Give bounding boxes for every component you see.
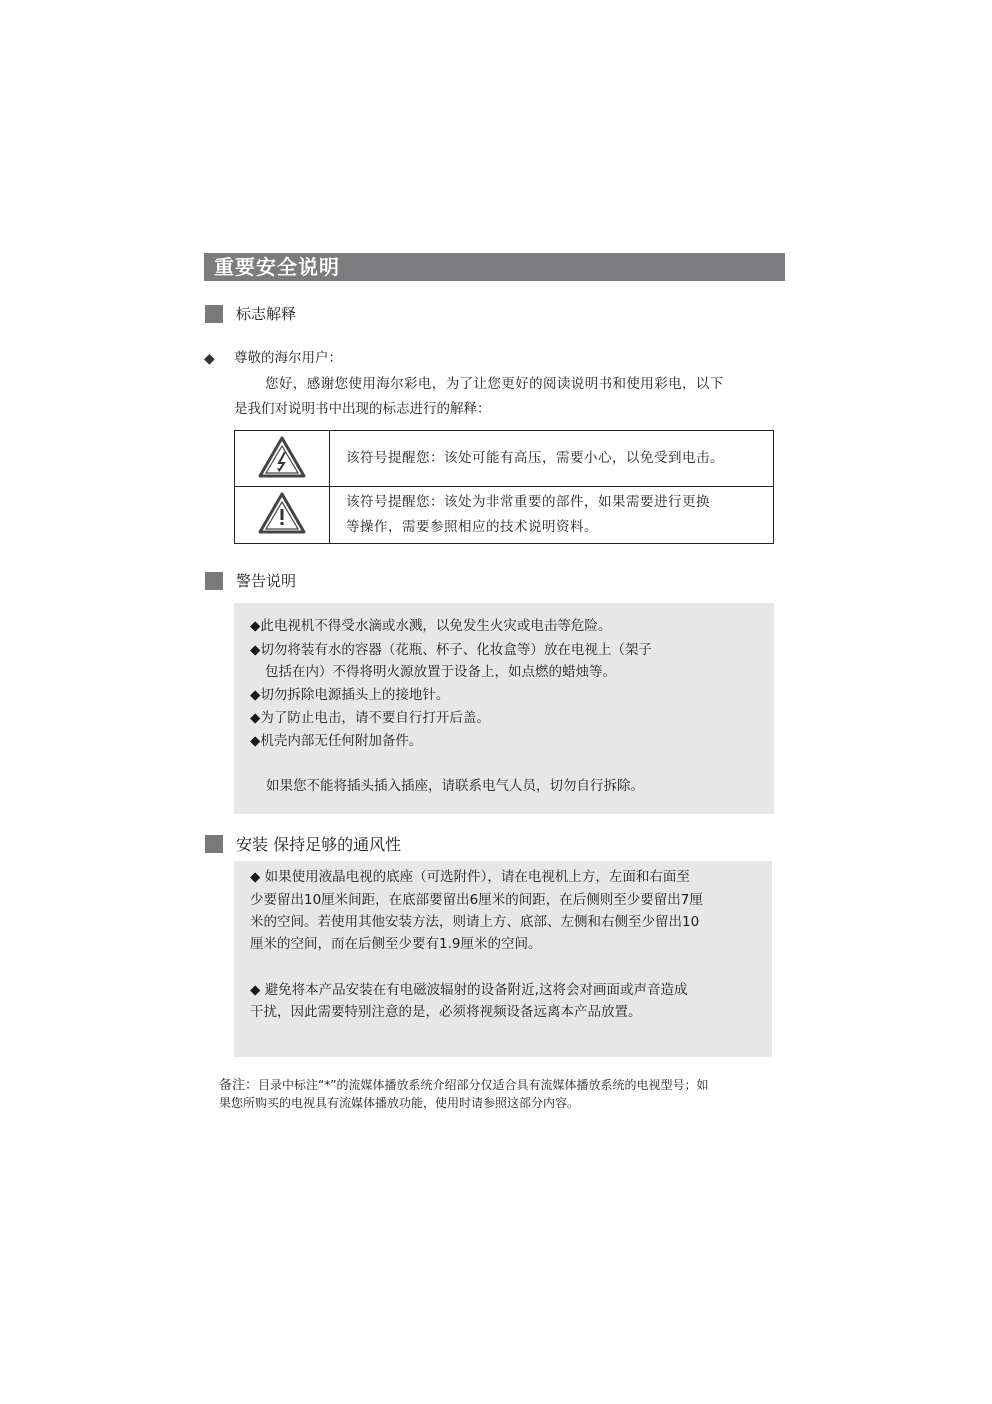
symbol-description-line: 等操作，需要参照相应的技术说明资料。 <box>346 519 598 535</box>
page-title: 重要安全说明 <box>204 253 785 281</box>
warning-footer: 如果您不能将插头插入插座，请联系电气人员，切勿自行拆除。 <box>266 778 644 794</box>
symbol-description <box>330 431 774 487</box>
section-heading-warnings: 警告说明 <box>236 572 297 590</box>
section-marker-square <box>205 305 223 323</box>
installation-para1-line: ◆ 如果使用液晶电视的底座（可选附件），请在电视机上方，左面和右面至 <box>250 869 690 885</box>
warning-item: ◆为了防止电击，请不要自行打开后盖。 <box>250 710 490 726</box>
intro-line-1: 您好，感谢您使用海尔彩电，为了让您更好的阅读说明书和使用彩电，以下 <box>265 376 724 392</box>
installation-para1-line: 少要留出10厘米间距，在底部要留出6厘米的间距，在后侧则至少要留出7厘 <box>250 892 703 908</box>
installation-para1-line: 厘米的空间，而在后侧至少要有1.9厘米的空间。 <box>250 936 542 952</box>
caution-exclamation-icon <box>257 491 307 535</box>
greeting-text: 尊敬的海尔用户： <box>234 350 342 366</box>
footnote-prefix: 备注： <box>219 1078 259 1093</box>
installation-para1-line: 米的空间。若使用其他安装方法，则请上方、底部、左侧和右侧至少留出10 <box>250 914 700 930</box>
symbol-description-line: 该符号提醒您：该处为非常重要的部件，如果需要进行更换 <box>346 494 710 510</box>
warning-item: ◆切勿拆除电源插头上的接地针。 <box>250 687 450 703</box>
warning-item: ◆此电视机不得受水滴或水溅，以免发生火灾或电击等危险。 <box>250 618 612 634</box>
footnote-line-1 <box>219 1077 708 1094</box>
section-heading-installation: 安装 保持足够的通风性 <box>236 835 402 854</box>
warning-item: ◆机壳内部无任何附加备件。 <box>250 733 423 749</box>
symbol-icon-cell <box>235 431 330 487</box>
warning-item-continued: 包括在内）不得将明火源放置于设备上，如点燃的蜡烛等。 <box>265 664 616 680</box>
footnote-text: 目录中标注“*”的流媒体播放系统介绍部分仅适合具有流媒体播放系统的电视型号；如 <box>258 1078 709 1092</box>
section-marker-square <box>205 835 223 853</box>
symbol-icon-cell <box>235 487 330 544</box>
symbol-description <box>330 487 774 544</box>
installation-para2-line: 干扰，因此需要特别注意的是，必须将视频设备远离本产品放置。 <box>250 1004 642 1020</box>
symbol-description-line: 该符号提醒您：该处可能有高压，需要小心，以免受到电击。 <box>346 450 724 466</box>
diamond-bullet-icon: ◆ <box>204 351 215 367</box>
footnote-line-2: 果您所购买的电视具有流媒体播放功能，使用时请参照这部分内容。 <box>219 1096 580 1110</box>
warning-item: ◆切勿将装有水的容器（花瓶、杯子、化妆盒等）放在电视上（架子 <box>250 642 652 658</box>
section-marker-square <box>205 572 223 590</box>
symbol-row <box>235 431 774 487</box>
intro-line-2: 是我们对说明书中出现的标志进行的解释： <box>234 401 491 417</box>
high-voltage-warning-icon <box>257 435 307 479</box>
symbol-table <box>234 430 774 544</box>
symbol-row <box>235 487 774 544</box>
installation-para2-line: ◆ 避免将本产品安装在有电磁波辐射的设备附近,这将会对画面或声音造成 <box>250 982 688 998</box>
section-heading-symbols: 标志解释 <box>236 305 297 323</box>
